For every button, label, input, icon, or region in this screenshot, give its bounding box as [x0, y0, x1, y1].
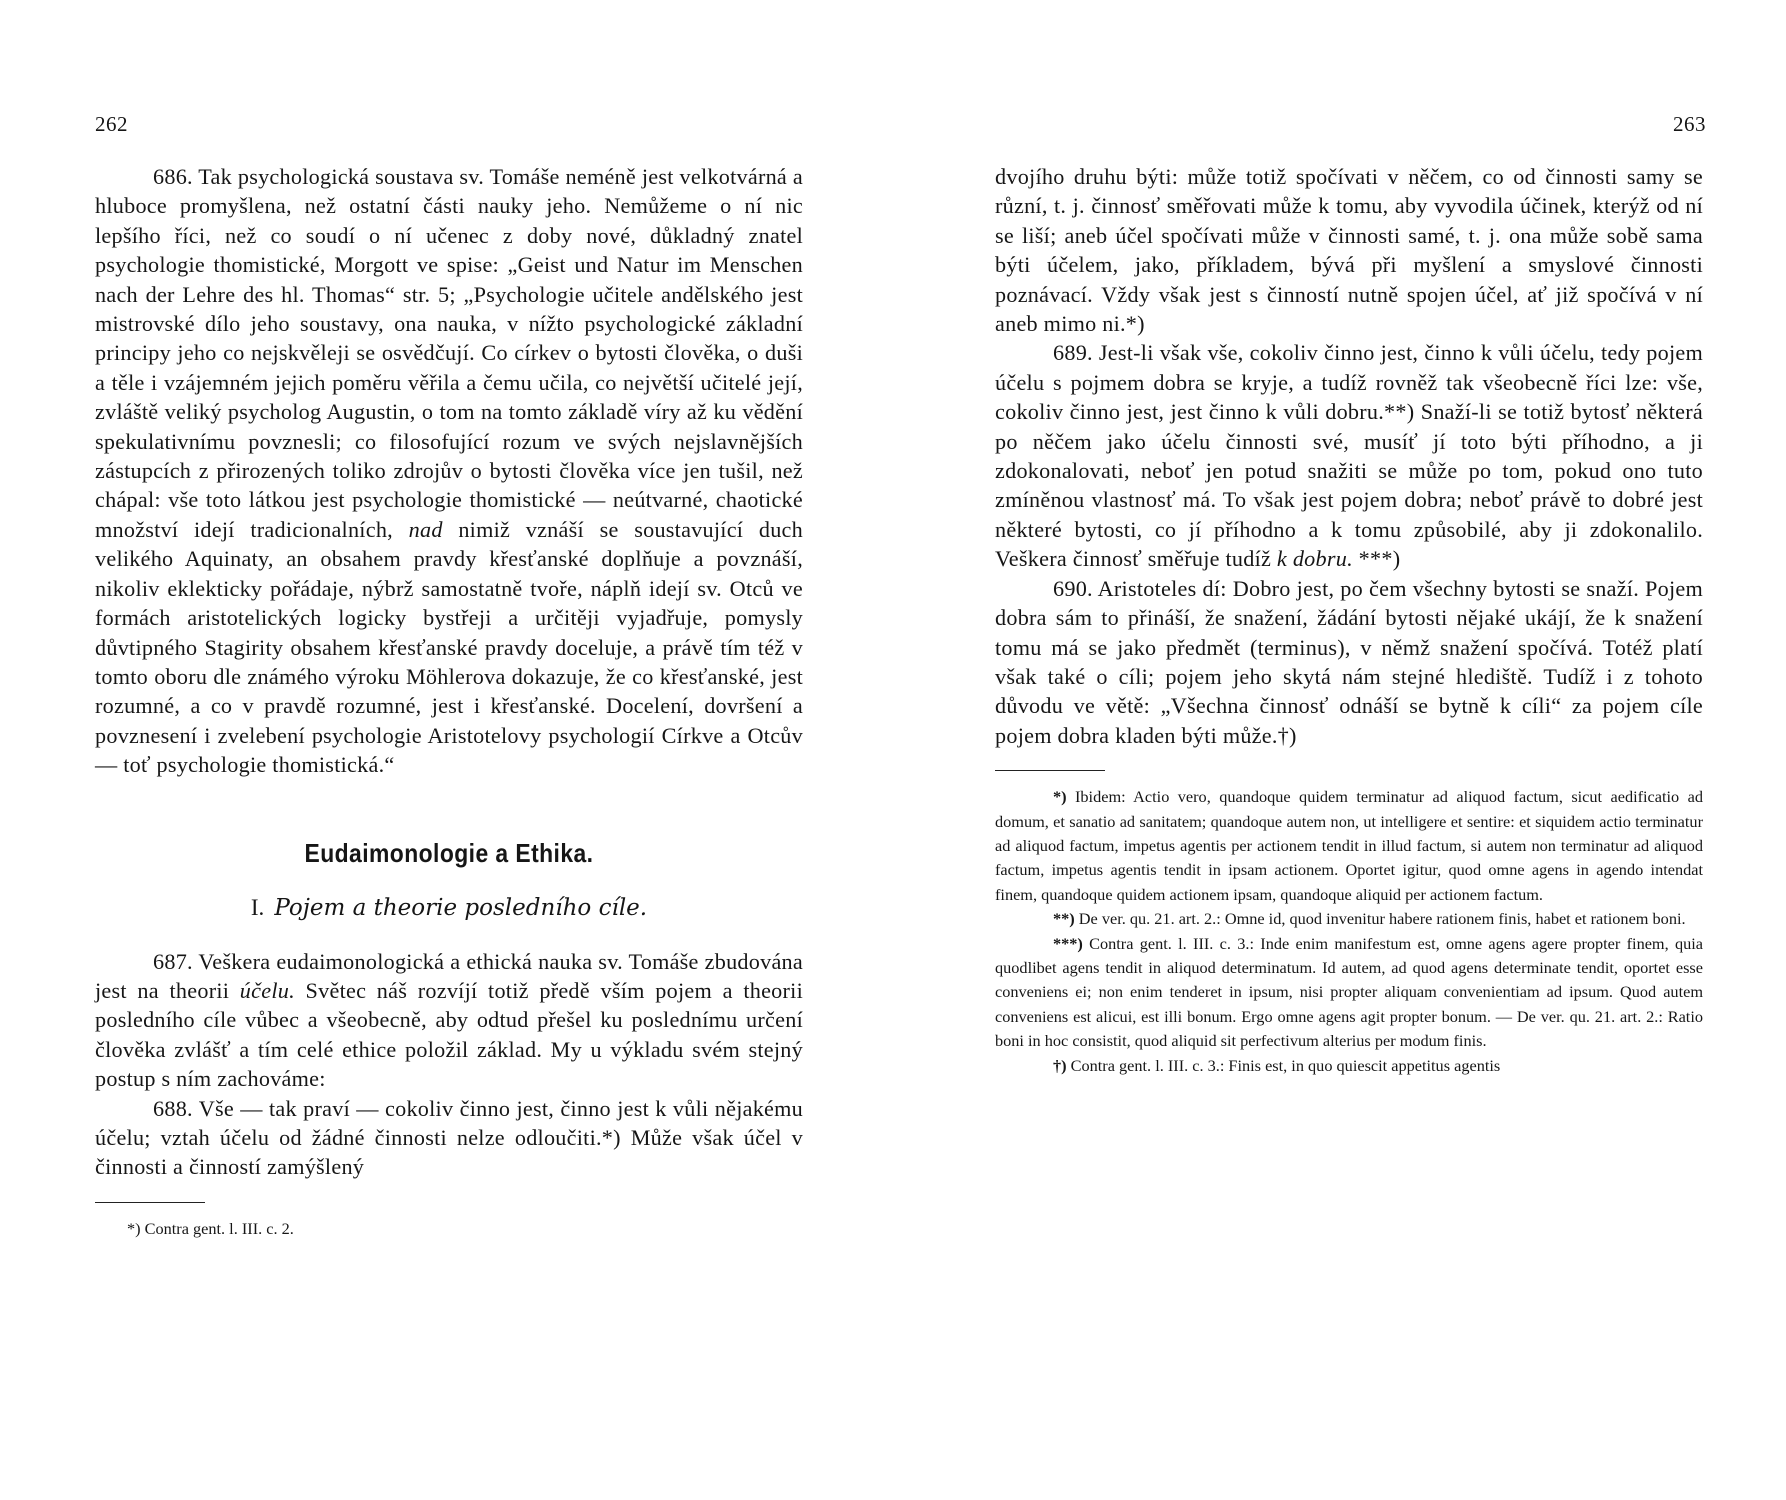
- footnote: *) Contra gent. l. III. c. 2.: [127, 1218, 294, 1238]
- paragraph-686-end: nimiž vznáší se soustavující duch velikého Aquinaty, an obsahem pravdy křesťanské doplňuje a povznáší, nikoliv eklekticky pořádaje, nýbrž samostatně tvoře, náplň idejí sv. Otců ve formách aristotelických logicky bystřeji a určitěji vyjadřuje, pomysly důvtipného Stagirity obsahem křesťanské pravdy doceluje, a právě tím též v tomto oboru dle známého výroku Möhlerova dokazuje, že co křesťanské, jest rozumné, a co v pravdě rozumné, jest i křesťanské. Docelení, dovršení a povznesení i zvelebení psychologie Aristotelovy psychologií Církve a Otcův — toť psychologie thomistická.“: [95, 516, 803, 778]
- chapter-title-text: Pojem a theorie posledního cíle.: [274, 894, 648, 921]
- chapter-title: [95, 893, 803, 923]
- left-text-column: [95, 162, 803, 1241]
- emphasis-ucelu: účelu.: [239, 977, 295, 1003]
- footnote-4-text: Contra gent. l. III. c. 3.: Finis est, in quo quiescit appetitus agentis: [1070, 1055, 1501, 1075]
- paragraph-689-note: ***): [1358, 546, 1401, 572]
- paragraph-687-end: Světec náš rozvíjí totiž předě vším pojem a theorii posledního cíle vůbec a všeobecně, aby odtud přešel ku poslednímu určení člověka zvlášť a tím celé ethice položil základ. My u výkladu svém stejný postup s ním zachováme:: [95, 977, 803, 1092]
- paragraph-689-text: 689. Jest-li však vše, cokoliv činno jest, činno k vůli účelu, tedy pojem účelu s pojmem dobra se kryje, a tudíž rovněž tak všeobecně říci lze: vše, cokoliv činno jest, jest činno k vůli dobru.**) Snaží-li se totiž bytosť některá po něčem jako účelu činnosti své, musíť jí toto býti příhodno, a ji zdokonalovati, neboť jen potud snažiti se může po tom, pokud ono tuto zmíněnou vlastnosť má. To však jest pojem dobra; neboť právě to dobré jest některé bytosti, co jí příhodno a k tomu způsobilé, aby ji zdokonalilo. Veškera činnosť směřuje tudíž: [995, 340, 1703, 572]
- footnote-1-mark: *): [1053, 787, 1067, 807]
- paragraph-689: [995, 338, 1703, 573]
- footnote-divider: [95, 1202, 205, 1203]
- footnote-3-text: Contra gent. l. III. c. 3.: Inde enim manifestum est, omne agens agere propter finem, quia quodlibet agens tendit in aliquod determinatum. Id autem, ad quod agens determinate tendit, oportet esse conveniens ei; non enim tenderet in ipsum, nisi propter aliquam convenientiam ad ipsum. Quod autem conveniens est alicui, est illi bonum. Ergo omne agens agit propter bonum. — De ver. qu. 21. art. 2.: Ratio boni in hoc consistit, quod aliquid sit perfectivum alterius per modum finis.: [995, 933, 1703, 1051]
- footnote-1-text: Ibidem: Actio vero, quandoque quidem terminatur ad aliquod factum, sicut aedificatio ad domum, et sanatio ad sanitatem; quandoque autem non, ut intelligere et sentire: et siquidem actio terminatur ad aliquod factum, impetus agentis per actionem tendit in illud factum, si autem non terminatur ad aliquod factum, impetus agentis tendit in ipsam actionem. Oportet igitur, quod omne agens in agendo intendat finem, quandoque quidem actionem ipsam, quandoque aliquid per actionem factum.: [995, 787, 1703, 904]
- paragraph-687-start: 687. Veškera eudaimonologická a ethická nauka sv. Tomáše zbudována jest na theorii: [95, 948, 803, 1003]
- right-page: [893, 0, 1786, 1500]
- footnote-3: [995, 932, 1703, 1054]
- emphasis-nad: nad: [408, 516, 443, 542]
- paragraph-686-text: 686. Tak psychologická soustava sv. Tomáše neméně jest velkotvárná a hluboce promyšlena, než ostatní části nauky jeho. Nemůžeme o ní nic lepšího říci, než co soudí o ní učenec z doby nové, důkladný znatel psychologie thomistické, Morgott ve spise: „Geist und Natur im Menschen nach der Lehre des hl. Thomas“ str. 5; „Psychologie učitele andělského jest mistrovské dílo jeho soustavy, ona nauka, v nížto psychologické základní principy jeho co nejskvěleji se osvědčují. Co církev o bytosti člověka, o duši a těle i vzájemném jejich poměru věřila a čemu učila, co největší učitelé její, zvláště veliký psycholog Augustin, o tom na tomto základě víry až ku vědění spekulativnímu povznesli; co filosofující rozum ve svých nejslavnějších zástupcích z přirozených toliko zdrojův o bytosti člověka více jen tušil, než chápal: vše toto látkou jest psychologie thomistické — neútvarné, chaotické množství idejí tradicionalních,: [95, 164, 803, 542]
- paragraph-690: 690. Aristoteles dí: Dobro jest, po čem všechny bytosti se snaží. Pojem dobra sám to přináší, že snažení, žádání bytosti nějaké ukájí, že k snažení tomu má se jako předmět (terminus), v němž snažení spočívá. Totéž platí však také o cíli; pojem jeho skytá nám stejné hlediště. Tudíž i z tohoto důvodu ve větě: „Všechna činnosť odnáší se bytně k cíli“ za pojem cíle pojem dobra kladen býti může.†): [995, 575, 1703, 748]
- footnote-3-mark: ***): [1053, 933, 1083, 953]
- footnote-2-mark: **): [1053, 909, 1075, 929]
- footnote-divider: [995, 770, 1105, 771]
- section-title: Eudaimonologie a Ethika.: [304, 837, 594, 868]
- footnote-2-text: De ver. qu. 21. art. 2.: Omne id, quod invenitur habere rationem finis, habet et rationem boni.: [1078, 909, 1686, 929]
- paragraph-continued: dvojího druhu býti: může totiž spočívati v něčem, co od činnosti samy se různí, t. j. činnosť směřovati může k tomu, aby vyvodila účinek, kterýž od ní se liší; aneb účel spočívati může v činnosti samé, t. j. ona může sobě sama býti účelem, jako, příkladem, bývá při myšlení a smyslové činnosti poznávací. Vždy však jest s činností nutně spojen účel, ať již spočívá v ní aneb mimo ni.*): [995, 164, 1703, 337]
- emphasis-k-dobru: k dobru.: [1276, 546, 1353, 572]
- paragraph-687: [95, 947, 803, 1094]
- paragraph-688: 688. Vše — tak praví — cokoliv činno jest, činno jest k vůli nějakému účelu; vztah účelu od žádné činnosti nelze odloučiti.*) Může však účel v činnosti a činností zamýšlený: [95, 1095, 803, 1180]
- footnote-4-mark: †): [1053, 1055, 1067, 1075]
- footnote-1: [995, 785, 1703, 907]
- right-text-column: [995, 162, 1703, 1078]
- chapter-numeral: I.: [250, 894, 265, 920]
- page-number: 262: [95, 112, 128, 136]
- footnote-4: [995, 1054, 1703, 1078]
- page-number: 263: [1673, 112, 1706, 136]
- paragraph-686: [95, 162, 803, 780]
- footnote-2: [995, 907, 1703, 931]
